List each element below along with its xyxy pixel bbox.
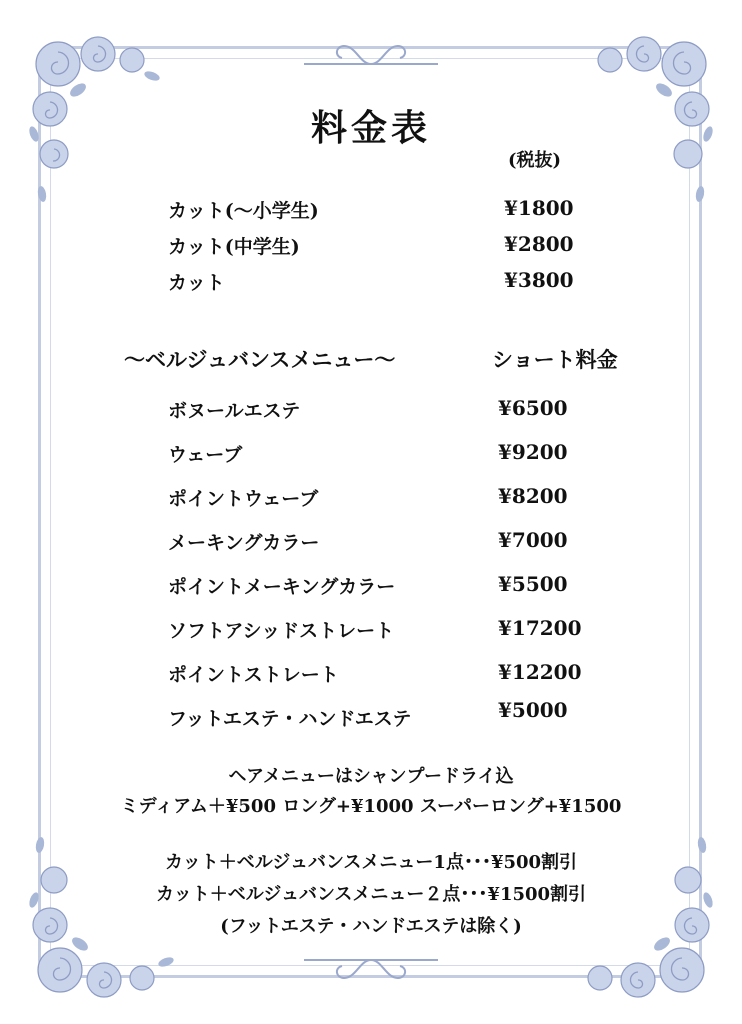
price-item-value: ¥3800 <box>504 268 574 292</box>
shampoo-included-note: ヘアメニューはシャンプードライ込 <box>228 766 514 787</box>
menu-item-price: ¥9200 <box>498 440 568 464</box>
menu-item-label: ウェーブ <box>168 444 243 466</box>
discount-exclusion-note: (フットエステ・ハンドエステは除く) <box>220 916 522 937</box>
price-item-value: ¥2800 <box>504 232 574 256</box>
menu-item-price: ¥7000 <box>498 528 568 552</box>
price-item-label: カット(〜小学生) <box>168 200 319 222</box>
short-price-column-label: ショート料金 <box>492 347 618 372</box>
menu-item-label: ポイントウェーブ <box>168 488 319 510</box>
price-item-label: カット <box>168 272 225 294</box>
menu-item-label: ソフトアシッドストレート <box>168 620 395 642</box>
scroll-ornament-top <box>300 34 442 74</box>
menu-item-label: ポイントストレート <box>168 664 339 686</box>
menu-item-price: ¥8200 <box>498 484 568 508</box>
menu-item-label: フットエステ・ハンドエステ <box>168 708 412 730</box>
discount-two-items-note: カット＋ベルジュバンスメニュー２点･･･¥1500割引 <box>155 884 587 905</box>
belgian-menu-heading: 〜ベルジュバンスメニュー〜 <box>124 347 396 372</box>
price-item-value: ¥1800 <box>504 196 574 220</box>
menu-item-label: ボヌールエステ <box>168 400 301 422</box>
page-title: 料金表 <box>310 107 431 149</box>
menu-item-label: メーキングカラー <box>168 532 320 554</box>
length-surcharge-note: ミディアム＋¥500 ロング+¥1000 スーパーロング+¥1500 <box>120 796 622 817</box>
menu-item-price: ¥5500 <box>498 572 568 596</box>
menu-item-price: ¥5000 <box>498 698 568 722</box>
menu-item-price: ¥17200 <box>498 616 582 640</box>
discount-one-item-note: カット＋ベルジュバンスメニュー1点･･･¥500割引 <box>164 852 578 873</box>
tax-excluded-note: (税抜) <box>508 150 562 171</box>
menu-item-price: ¥12200 <box>498 660 582 684</box>
price-item-label: カット(中学生) <box>168 236 300 258</box>
menu-item-label: ポイントメーキングカラー <box>168 576 396 598</box>
scroll-ornament-bottom <box>300 950 442 990</box>
menu-item-price: ¥6500 <box>498 396 568 420</box>
